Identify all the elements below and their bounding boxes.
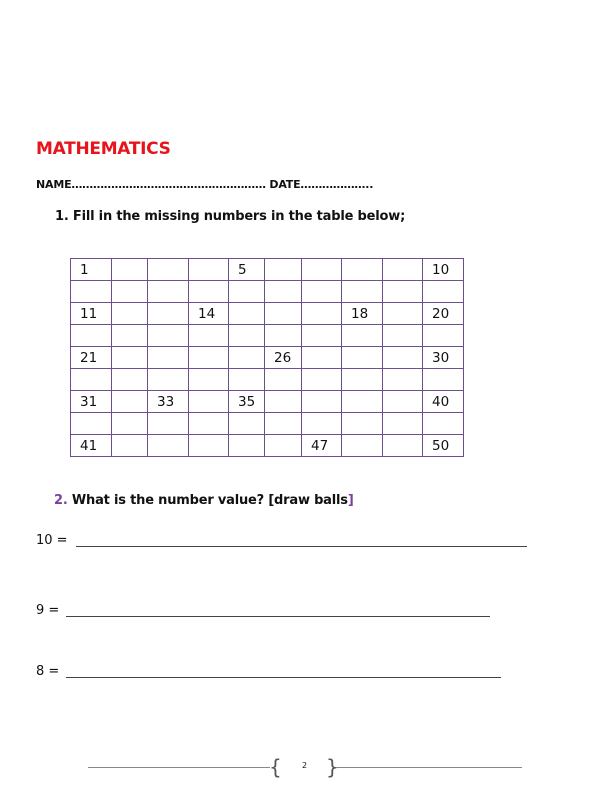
table-cell[interactable] bbox=[265, 369, 302, 391]
table-cell[interactable] bbox=[383, 303, 423, 325]
table-cell[interactable] bbox=[71, 281, 112, 303]
table-cell[interactable] bbox=[112, 259, 148, 281]
answer-label-9: 9 = bbox=[36, 603, 60, 618]
table-cell[interactable] bbox=[383, 369, 423, 391]
table-cell[interactable] bbox=[112, 325, 148, 347]
table-cell[interactable] bbox=[302, 347, 342, 369]
page-title: MATHEMATICS bbox=[36, 139, 171, 159]
table-row bbox=[71, 413, 464, 435]
table-cell[interactable] bbox=[383, 391, 423, 413]
question-2-bracket: ] bbox=[347, 493, 354, 508]
table-cell[interactable] bbox=[342, 391, 383, 413]
table-cell[interactable] bbox=[302, 303, 342, 325]
table-cell[interactable]: 41 bbox=[71, 435, 112, 457]
table-cell[interactable] bbox=[71, 325, 112, 347]
table-cell[interactable] bbox=[229, 325, 265, 347]
answer-line-9[interactable] bbox=[66, 616, 490, 617]
name-date-line: NAME……………………………………………… DATE……………….. bbox=[36, 178, 374, 191]
table-cell[interactable] bbox=[302, 259, 342, 281]
footer-rule-left bbox=[88, 767, 270, 768]
table-cell[interactable]: 33 bbox=[148, 391, 189, 413]
table-cell[interactable]: 18 bbox=[342, 303, 383, 325]
table-cell[interactable]: 21 bbox=[71, 347, 112, 369]
table-cell[interactable] bbox=[383, 281, 423, 303]
table-cell[interactable] bbox=[229, 369, 265, 391]
table-cell[interactable] bbox=[265, 435, 302, 457]
table-cell[interactable] bbox=[342, 435, 383, 457]
table-cell[interactable]: 20 bbox=[423, 303, 464, 325]
table-cell[interactable] bbox=[148, 435, 189, 457]
footer-rule-right bbox=[336, 767, 522, 768]
table-cell[interactable]: 14 bbox=[189, 303, 229, 325]
table-cell[interactable]: 31 bbox=[71, 391, 112, 413]
table-cell[interactable]: 1 bbox=[71, 259, 112, 281]
table-cell[interactable]: 26 bbox=[265, 347, 302, 369]
table-cell[interactable] bbox=[112, 413, 148, 435]
question-2-number: 2. bbox=[54, 493, 68, 508]
table-cell[interactable]: 47 bbox=[302, 435, 342, 457]
table-cell[interactable] bbox=[383, 413, 423, 435]
table-cell[interactable] bbox=[265, 259, 302, 281]
question-2-text: What is the number value? [draw balls bbox=[67, 493, 348, 508]
footer-close-brace: } bbox=[326, 755, 339, 779]
table-cell[interactable] bbox=[148, 281, 189, 303]
table-cell[interactable] bbox=[112, 435, 148, 457]
answer-label-8: 8 = bbox=[36, 664, 60, 679]
table-cell[interactable] bbox=[265, 413, 302, 435]
table-cell[interactable] bbox=[148, 303, 189, 325]
table-cell[interactable] bbox=[189, 325, 229, 347]
table-cell[interactable] bbox=[342, 413, 383, 435]
table-cell[interactable] bbox=[112, 369, 148, 391]
table-row bbox=[71, 281, 464, 303]
page-number: 2 bbox=[302, 761, 308, 770]
footer-open-brace: { bbox=[269, 755, 282, 779]
table-cell[interactable] bbox=[71, 413, 112, 435]
table-cell[interactable] bbox=[229, 303, 265, 325]
table-cell[interactable] bbox=[148, 325, 189, 347]
question-2 bbox=[54, 493, 354, 508]
table-cell[interactable] bbox=[189, 281, 229, 303]
table-cell[interactable]: 5 bbox=[229, 259, 265, 281]
table-cell[interactable] bbox=[229, 435, 265, 457]
table-row bbox=[71, 347, 464, 369]
table-row bbox=[71, 369, 464, 391]
table-cell[interactable] bbox=[383, 435, 423, 457]
table-cell[interactable]: 30 bbox=[423, 347, 464, 369]
table-cell[interactable] bbox=[302, 369, 342, 391]
answer-line-10[interactable] bbox=[76, 546, 527, 547]
table-cell[interactable] bbox=[265, 325, 302, 347]
table-row bbox=[71, 435, 464, 457]
table-cell[interactable] bbox=[423, 413, 464, 435]
table-cell[interactable] bbox=[189, 391, 229, 413]
table-cell[interactable] bbox=[423, 369, 464, 391]
table-cell[interactable] bbox=[265, 391, 302, 413]
table-cell[interactable] bbox=[148, 347, 189, 369]
table-row bbox=[71, 259, 464, 281]
table-cell[interactable] bbox=[189, 435, 229, 457]
table-cell[interactable] bbox=[265, 303, 302, 325]
table-cell[interactable] bbox=[342, 347, 383, 369]
table-cell[interactable] bbox=[112, 391, 148, 413]
table-cell[interactable] bbox=[112, 281, 148, 303]
table-cell[interactable]: 50 bbox=[423, 435, 464, 457]
table-cell[interactable] bbox=[383, 259, 423, 281]
table-cell[interactable] bbox=[71, 369, 112, 391]
table-cell[interactable] bbox=[189, 347, 229, 369]
table-cell[interactable] bbox=[302, 325, 342, 347]
table-cell[interactable] bbox=[383, 325, 423, 347]
question-1: 1. Fill in the missing numbers in the table below; bbox=[55, 209, 406, 224]
table-cell[interactable] bbox=[148, 413, 189, 435]
table-cell[interactable] bbox=[229, 413, 265, 435]
table-cell[interactable] bbox=[342, 369, 383, 391]
table-cell[interactable]: 35 bbox=[229, 391, 265, 413]
table-cell[interactable] bbox=[229, 347, 265, 369]
answer-label-10: 10 = bbox=[36, 533, 68, 548]
table-cell[interactable] bbox=[112, 303, 148, 325]
answer-line-8[interactable] bbox=[66, 677, 501, 678]
table-cell[interactable] bbox=[148, 369, 189, 391]
table-cell[interactable] bbox=[342, 325, 383, 347]
table-cell[interactable] bbox=[302, 281, 342, 303]
table-row bbox=[71, 325, 464, 347]
table-cell[interactable] bbox=[423, 281, 464, 303]
table-cell[interactable]: 10 bbox=[423, 259, 464, 281]
table-cell[interactable] bbox=[302, 391, 342, 413]
table-cell[interactable] bbox=[189, 369, 229, 391]
table-row bbox=[71, 303, 464, 325]
table-cell[interactable] bbox=[423, 325, 464, 347]
table-cell[interactable]: 40 bbox=[423, 391, 464, 413]
table-cell[interactable] bbox=[189, 259, 229, 281]
table-cell[interactable] bbox=[342, 281, 383, 303]
table-cell[interactable] bbox=[302, 413, 342, 435]
table-cell[interactable] bbox=[383, 347, 423, 369]
table-cell[interactable] bbox=[112, 347, 148, 369]
table-row bbox=[71, 391, 464, 413]
table-cell[interactable] bbox=[148, 259, 189, 281]
table-cell[interactable] bbox=[342, 259, 383, 281]
table-cell[interactable] bbox=[189, 413, 229, 435]
number-table bbox=[70, 258, 464, 457]
table-cell[interactable] bbox=[229, 281, 265, 303]
table-cell[interactable]: 11 bbox=[71, 303, 112, 325]
table-cell[interactable] bbox=[265, 281, 302, 303]
